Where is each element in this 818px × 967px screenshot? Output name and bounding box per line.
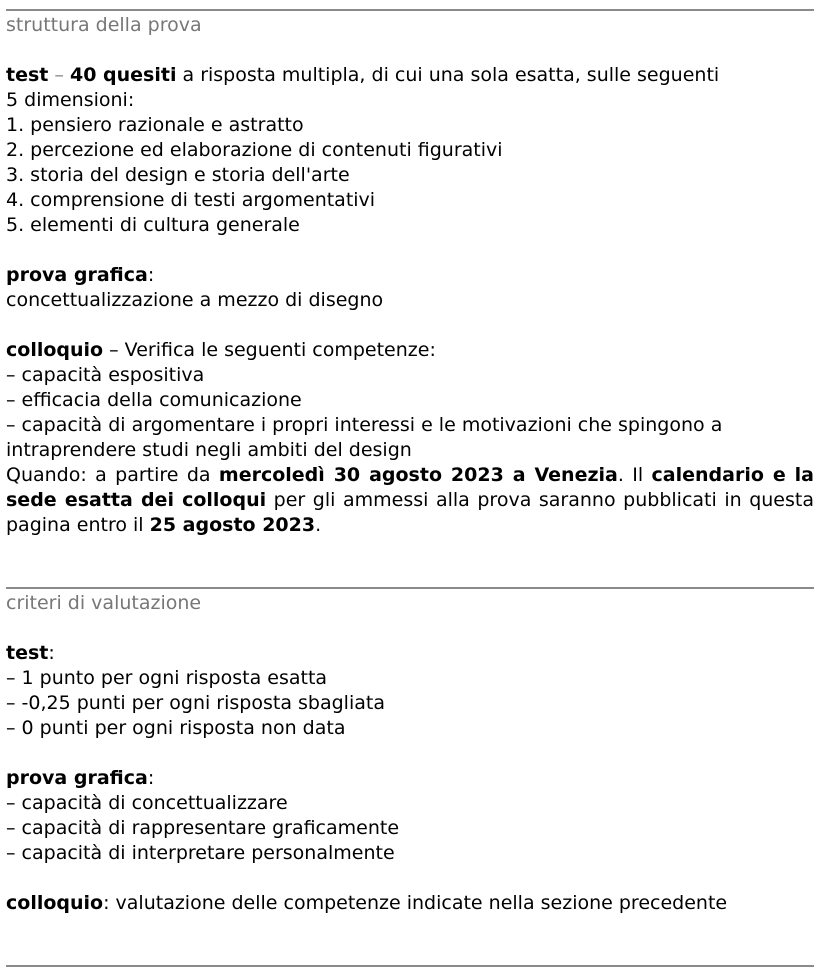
list-item: – capacità di concettualizzare [6,792,288,814]
list-item: – capacità espositiva [6,364,205,386]
section-divider [6,587,814,589]
test-dash: – [48,64,70,86]
criteri-colloquio [6,891,814,916]
colloquio-label: colloquio [6,339,104,361]
list-item: – 0 punti per ogni risposta non data [6,717,346,739]
prova-grafica-desc: concettualizzazione a mezzo di disegno [6,289,384,311]
section-title-criteri: criteri di valutazione [6,592,202,614]
list-item: – -0,25 punti per ogni risposta sbagliata [6,692,385,714]
quando-rest: per gli ammessi alla prova saranno pubblicati in questa pagina entro il [6,489,814,536]
criteri-test-label: test [6,642,49,664]
colloquio-heading [6,338,814,363]
quando-mid: . Il [617,464,652,486]
list-item: – efficacia della comunicazione [6,389,302,411]
colloquio-intro: – Verifica le seguenti competenze: [103,339,436,361]
list-item: – capacità di argomentare i propri interessi e le motivazioni che spingono a [6,414,723,436]
criteri-prova-grafica-heading [6,766,814,791]
test-label: test [6,64,49,86]
prova-grafica-heading [6,263,814,288]
page-content [6,0,814,967]
test-description [6,63,814,88]
list-item: – capacità di rappresentare graficamente [6,817,400,839]
quando-date: mercoledì 30 agosto 2023 a Venezia [218,464,618,486]
quando-prefix: Quando: a partire da [6,464,219,486]
prova-grafica-label: prova grafica [6,264,148,286]
list-item: 3. storia del design e storia dell'arte [6,164,350,186]
quando-deadline: 25 agosto 2023 [149,514,316,536]
test-count: 40 quesiti [69,64,177,86]
criteri-colloquio-desc: : valutazione delle competenze indicate nella sezione precedente [103,892,728,914]
quando-paragraph [6,463,814,538]
list-item: – 1 punto per ogni risposta esatta [6,667,328,689]
quando-calendar: calendario e la sede esatta dei colloqui [6,464,814,511]
list-item: 4. comprensione di testi argomentativi [6,189,376,211]
colon: : [147,264,155,286]
section-divider [6,9,814,11]
criteri-test-heading [6,641,814,666]
section-title-struttura: struttura della prova [6,14,202,36]
test-desc-line2: 5 dimensioni: [6,89,135,111]
criteri-prova-grafica-label: prova grafica [6,767,148,789]
list-item: 2. percezione ed elaborazione di contenuti figurativi [6,139,503,161]
colon: : [48,642,55,664]
test-desc-line1: a risposta multipla, di cui una sola esatta, sulle seguenti [176,64,720,86]
list-item: 1. pensiero razionale e astratto [6,114,304,136]
list-item: – capacità di interpretare personalmente [6,842,395,864]
criteri-colloquio-label: colloquio [6,892,104,914]
quando-end: . [315,514,322,536]
list-item-continuation: intraprendere studi negli ambiti del design [6,439,412,461]
list-item: 5. elementi di cultura generale [6,214,300,236]
colon: : [147,767,155,789]
